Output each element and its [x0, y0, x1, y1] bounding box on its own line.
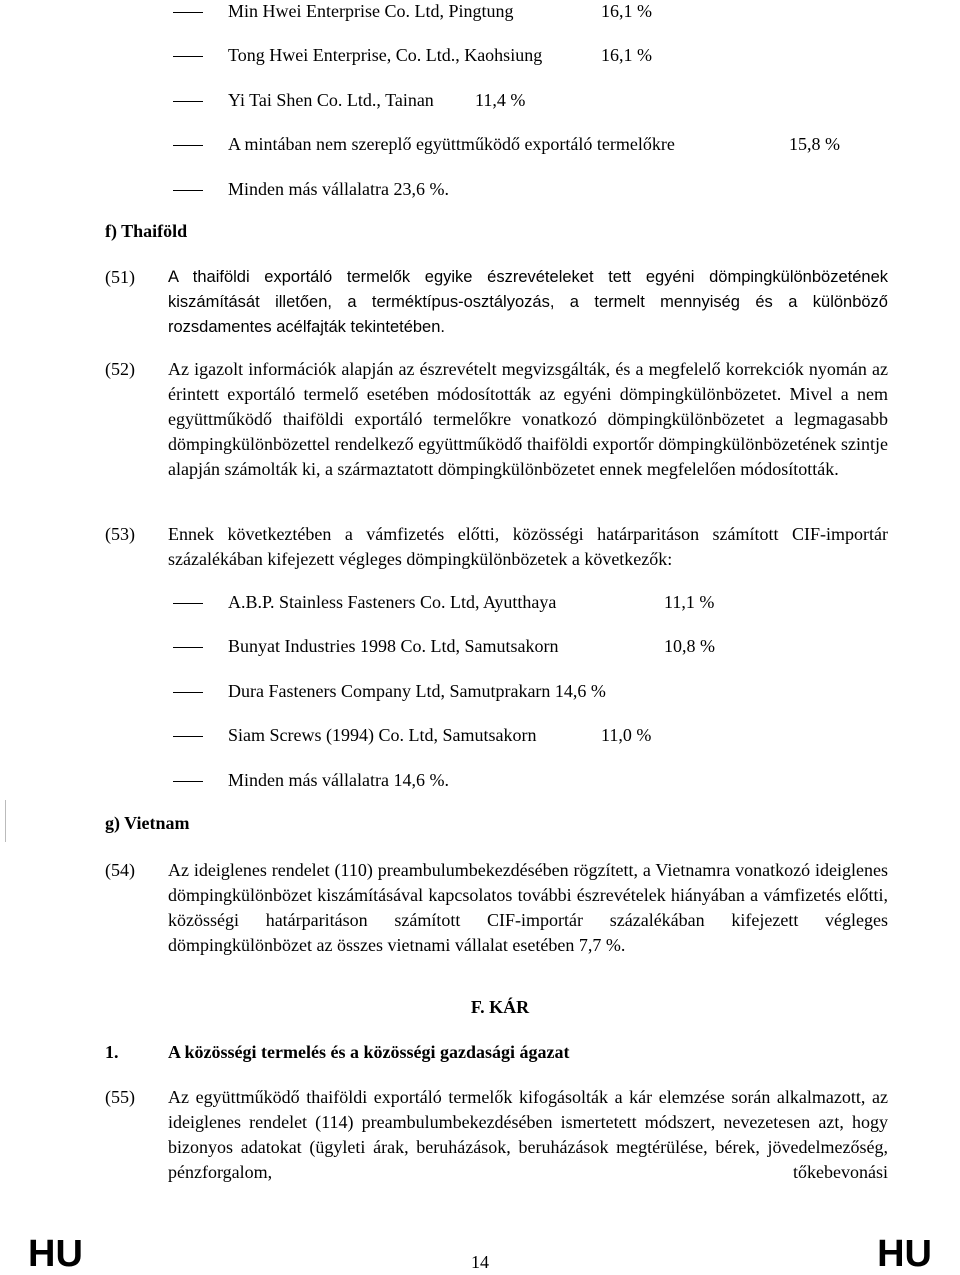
- list-item-rate: 11,1 %: [664, 592, 715, 612]
- subsection-number: 1.: [105, 1042, 119, 1062]
- list-item: Min Hwei Enterprise Co. Ltd, Pingtung: [228, 1, 514, 21]
- dash-bullet: [173, 56, 203, 57]
- section-heading-thailand: f) Thaiföld: [105, 221, 188, 241]
- list-item-rate: 16,1 %: [601, 1, 652, 21]
- dash-bullet: [173, 145, 203, 146]
- paragraph-number: (53): [105, 524, 135, 544]
- dash-bullet: [173, 647, 203, 648]
- list-item: A mintában nem szereplő együttműködő exportáló termelőkre: [228, 134, 675, 154]
- list-item-rate: 16,1 %: [601, 45, 652, 65]
- language-code-right: HU: [877, 1233, 932, 1275]
- dash-bullet: [173, 101, 203, 102]
- subsection-title: A közösségi termelés és a közösségi gazdasági ágazat: [168, 1042, 570, 1062]
- list-item: Yi Tai Shen Co. Ltd., Tainan: [228, 90, 434, 110]
- list-item-rate: 15,8 %: [789, 134, 840, 154]
- paragraph-53: Ennek következtében a vámfizetés előtti, közösségi határparitáson számított CIF-importár százalékában kifejezett végleges dömpingkülönbözetek a következők:: [168, 524, 888, 569]
- dash-bullet: [173, 603, 203, 604]
- paragraph-number: (51): [105, 267, 135, 287]
- paragraph-55: Az együttműködő thaiföldi exportáló termelők kifogásolták a kár elemzése során alkalmazott, az ideiglenes rendelet (114) preambulumbekezdésében ismertetett módszert, nevezetesen azt, hogy bizonyos adatokat (ügyleti árak, beruházások, beruházások megtérülése, bérek, jövedelmezőség, pénzforgalom, tőkebevonási: [168, 1087, 888, 1182]
- list-item-rate: 11,4 %: [475, 90, 526, 110]
- dash-bullet: [173, 190, 203, 191]
- section-heading-vietnam: g) Vietnam: [105, 813, 190, 833]
- dash-bullet: [173, 781, 203, 782]
- paragraph-51: A thaiföldi exportáló termelők egyike észrevételeket tett egyéni dömpingkülönbözetének kiszámítását illetően, a terméktípus-osztályozás, a termelt mennyiség és a különböző rozsdamentes acélfajták tekintetében.: [168, 268, 888, 336]
- paragraph-number: (55): [105, 1087, 135, 1107]
- list-item: Tong Hwei Enterprise, Co. Ltd., Kaohsiung: [228, 45, 543, 65]
- dash-bullet: [173, 692, 203, 693]
- paragraph-54: Az ideiglenes rendelet (110) preambulumbekezdésében rögzített, a Vietnamra vonatkozó ideiglenes dömpingkülönbözet kiszámításával kapcsolatos további észrevételek hiányában a vámfizetés előtti, közösségi határparitáson számított CIF-importár százalékában kifejezett végleges dömpingkülönbözet az összes vietnami vállalat esetében 7,7 %.: [168, 860, 888, 955]
- list-item: Minden más vállalatra 14,6 %.: [228, 770, 449, 790]
- list-item-rate: 10,8 %: [664, 636, 715, 656]
- paragraph-number: (54): [105, 860, 135, 880]
- list-item-rate: 11,0 %: [601, 725, 652, 745]
- paragraph-number: (52): [105, 359, 135, 379]
- list-item: Dura Fasteners Company Ltd, Samutprakarn 14,6 %: [228, 681, 606, 701]
- language-code-left: HU: [28, 1233, 83, 1275]
- dash-bullet: [173, 736, 203, 737]
- dash-bullet: [173, 12, 203, 13]
- list-item: A.B.P. Stainless Fasteners Co. Ltd, Ayutthaya: [228, 592, 557, 612]
- paragraph-52: Az igazolt információk alapján az észrevételt megvizsgálták, és a megfelelő korrekciók nyomán az érintett exportáló termelő esetében módosították az egyéni dömpingkülönbözetet. Mivel a nem együttműködő thaiföldi exportáló termelőkre vonatkozó dömpingkülönbözetet a legmagasabb dömpingkülönbözettel rendelkező együttműködő thaiföldi exportőr dömpingkülönbözetének szintje alapján számolták ki, a származtatott dömpingkülönbözetet ennek megfelelően módosították.: [168, 359, 888, 479]
- page-number: 14: [471, 1252, 489, 1272]
- list-item: Bunyat Industries 1998 Co. Ltd, Samutsakorn: [228, 636, 559, 656]
- margin-bar: [5, 800, 6, 842]
- list-item: Siam Screws (1994) Co. Ltd, Samutsakorn: [228, 725, 537, 745]
- chapter-title: F. KÁR: [470, 997, 530, 1017]
- list-item: Minden más vállalatra 23,6 %.: [228, 179, 449, 199]
